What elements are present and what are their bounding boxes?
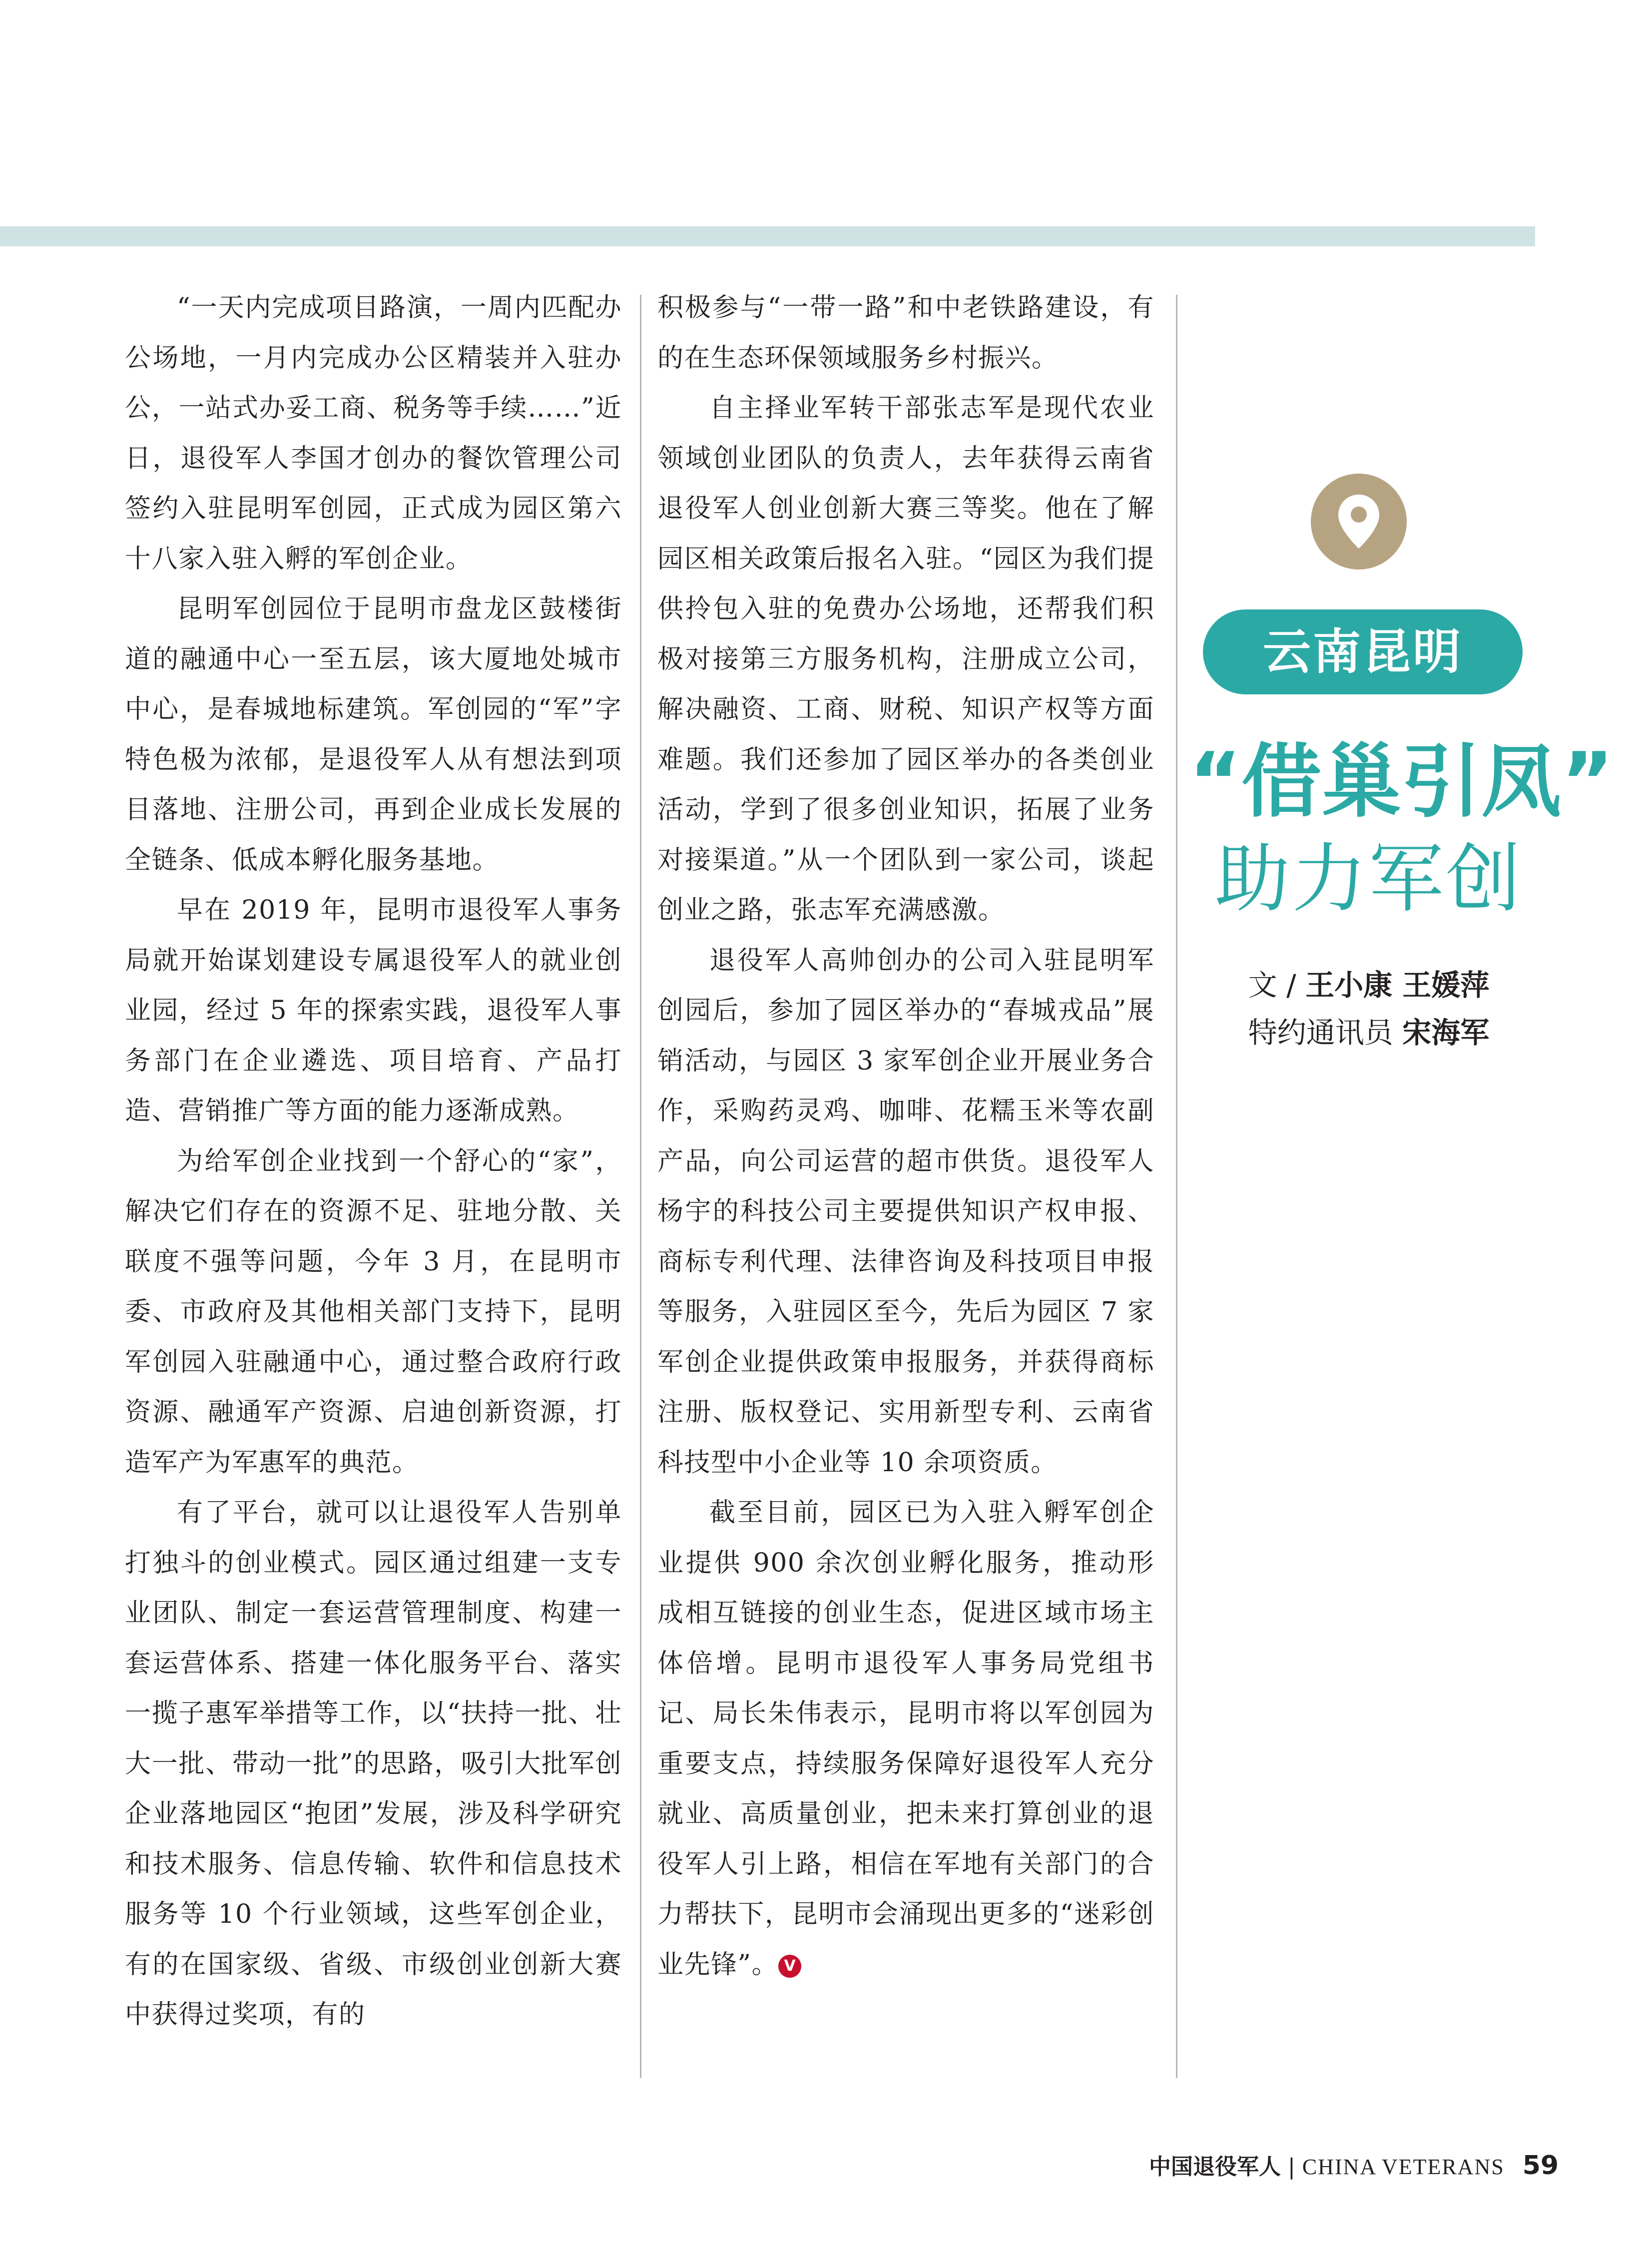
location-tag: 云南昆明	[1203, 609, 1523, 694]
footer-separator: |	[1288, 2154, 1295, 2180]
paragraph: “一天内完成项目路演，一周内匹配办公场地，一月内完成办公区精装并入驻办公，一站式办妥工商、税务等手续……”近日，退役军人李国才创办的餐饮管理公司签约入驻昆明军创园，正式成为园区第六十八家入驻入孵的军创企业。	[125, 293, 622, 574]
byline-writer-prefix: 文 /	[1248, 968, 1296, 1002]
magazine-name-en: CHINA VETERANS	[1302, 2155, 1505, 2179]
column-divider	[640, 295, 641, 2078]
paragraph: 自主择业军转干部张志军是现代农业领域创业团队的负责人，去年获得云南省退役军人创业创新大赛三等奖。他在了解园区相关政策后报名入驻。“园区为我们提供拎包入驻的免费办公场地，还帮我们积极对接第三方服务机构，注册成立公司，解决融资、工商、财税、知识产权等方面难题。我们还参加了园区举办的各类创业活动，学到了很多创业知识，拓展了业务对接渠道。”从一个团队到一家公司，谈起创业之路，张志军充满感激。	[657, 393, 1154, 925]
map-pin-shape	[1337, 494, 1381, 550]
page-number: 59	[1522, 2151, 1559, 2181]
paragraph: 退役军人高帅创办的公司入驻昆明军创园后，参加了园区举办的“春城戎品”展销活动，与园区 3 家军创企业开展业务合作，采购药灵鸡、咖啡、花糯玉米等农副产品，向公司运营的超市供货。退役军人杨宇的科技公司主要提供知识产权申报、商标专利代理、法律咨询及科技项目申报等服务，入驻园区至今，先后为园区 7 家军创企业提供政策申报服务，并获得商标注册、版权登记、实用新型专利、云南省科技型中小企业等 10 余项资质。	[657, 945, 1154, 1478]
body-column-1	[125, 283, 622, 2040]
paragraph: 有了平台，就可以让退役军人告别单打独斗的创业模式。园区通过组建一支专业团队、制定一套运营管理制度、构建一套运营体系、搭建一体化服务平台、落实一揽子惠军举措等工作，以“扶持一批、壮大一批、带动一批”的思路，吸引大批军创企业落地园区“抱团”发展，涉及科学研究和技术服务、信息传输、软件和信息技术服务等 10 个行业领域，这些军创企业，有的在国家级、省级、市级创业创新大赛中获得过奖项，有的	[125, 1498, 622, 2030]
article-subtitle: 助力军创	[1214, 836, 1523, 923]
paragraph: 为给军创企业找到一个舒心的“家”，解决它们存在的资源不足、驻地分散、关联度不强等问题，今年 3 月，在昆明市委、市政府及其他相关部门支持下，昆明军创园入驻融通中心，通过整合政府行政资源、融通军产资源、启迪创新资源，打造军产为军惠军的典范。	[125, 1146, 622, 1478]
body-column-2	[657, 283, 1154, 1990]
magazine-name-cn: 中国退役军人	[1149, 2154, 1281, 2180]
map-pin-icon	[1311, 474, 1407, 569]
paragraph: 昆明军创园位于昆明市盘龙区鼓楼街道的融通中心一至五层，该大厦地处城市中心，是春城地标建筑。军创园的“军”字特色极为浓郁，是退役军人从有想法到项目落地、注册公司，再到企业成长发展的全链条、低成本孵化服务基地。	[125, 594, 622, 875]
byline-correspondent	[1189, 1009, 1549, 1051]
top-color-band	[0, 226, 1535, 246]
page-footer	[1149, 2148, 1559, 2183]
paragraph-last-text: 截至目前，园区已为入驻入孵军创企业提供 900 余次创业孵化服务，推动形成相互链接的创业生态，促进区域市场主体倍增。昆明市退役军人事务局党组书记、局长朱伟表示，昆明市将以军创园为重要支点，持续服务保障好退役军人充分就业、高质量创业，把未来打算创业的退役军人引上路，相信在军地有关部门的合力帮扶下，昆明市会涌现出更多的“迷彩创业先锋”。	[657, 1498, 1154, 1980]
paragraph: 早在 2019 年，昆明市退役军人事务局就开始谋划建设专属退役军人的就业创业园，经过 5 年的探索实践，退役军人事务部门在企业遴选、项目培育、产品打造、营销推广等方面的能力逐渐成熟。	[125, 895, 622, 1126]
byline-writers	[1189, 962, 1549, 1004]
byline-writer-names: 王小康 王媛萍	[1305, 968, 1490, 1002]
paragraph-last	[657, 1488, 1154, 1990]
article-title: “借巢引凤”	[1189, 735, 1614, 828]
byline-correspondent-name: 宋海军	[1402, 1016, 1490, 1050]
column-divider	[1176, 295, 1177, 2078]
paragraph-continued: 积极参与“一带一路”和中老铁路建设，有的在生态环保领域服务乡村振兴。	[657, 293, 1154, 373]
byline-correspondent-prefix: 特约通讯员	[1248, 1016, 1393, 1050]
end-mark-icon: V	[778, 1955, 801, 1978]
